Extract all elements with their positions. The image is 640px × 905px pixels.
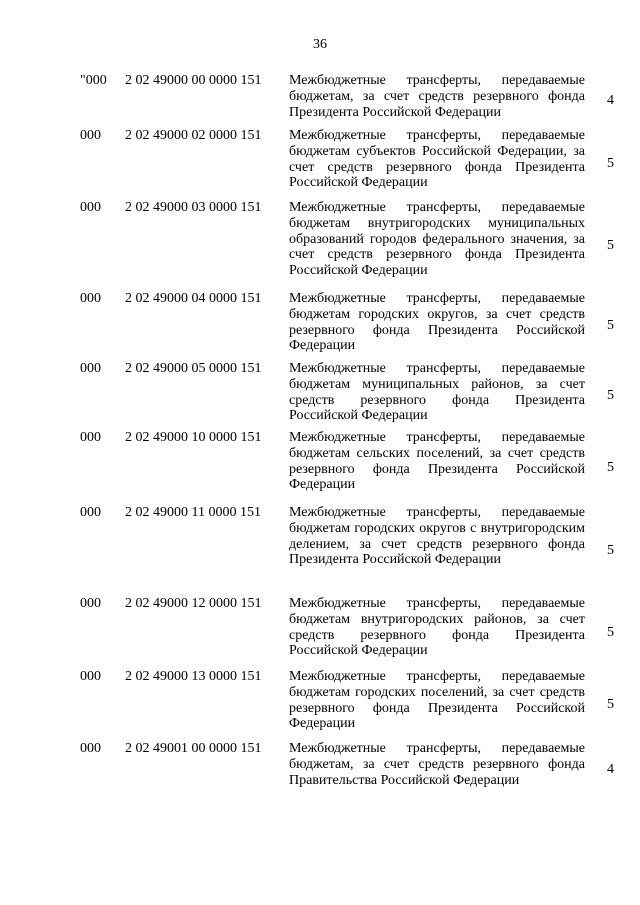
row-value: 5 — [607, 318, 614, 334]
row-description: Межбюджетные трансферты, передаваемые бюджетам городских округов с внутригородским делением, за счет средств резервного фонда Президента Российской Федерации — [289, 505, 585, 568]
row-value: 5 — [607, 624, 614, 640]
admin-code: "000 — [80, 73, 107, 88]
admin-code: 000 — [80, 741, 101, 756]
budget-classification-code: 2 02 49000 00 0000 151 — [125, 73, 262, 88]
admin-code: 000 — [80, 669, 101, 684]
table-row — [0, 505, 640, 596]
budget-classification-code: 2 02 49000 13 0000 151 — [125, 669, 262, 684]
row-value: 5 — [607, 542, 614, 558]
table-row — [0, 741, 640, 799]
admin-code: 000 — [80, 505, 101, 520]
row-description: Межбюджетные трансферты, передаваемые бюджетам городских округов, за счет средств резервного фонда Президента Российской Федерации — [289, 291, 585, 354]
admin-code: 000 — [80, 291, 101, 306]
budget-classification-code: 2 02 49000 03 0000 151 — [125, 200, 262, 215]
table-row — [0, 430, 640, 505]
table-row — [0, 596, 640, 669]
admin-code: 000 — [80, 128, 101, 143]
row-description: Межбюджетные трансферты, передаваемые бюджетам муниципальных районов, за счет средств резервного фонда Президента Российской Федерации — [289, 361, 585, 424]
table-row — [0, 669, 640, 741]
row-value: 5 — [607, 387, 614, 403]
table-row — [0, 128, 640, 200]
row-description: Межбюджетные трансферты, передаваемые бюджетам сельских поселений, за счет средств резервного фонда Президента Российской Федерации — [289, 430, 585, 493]
budget-classification-code: 2 02 49000 11 0000 151 — [125, 505, 261, 520]
row-description: Межбюджетные трансферты, передаваемые бюджетам субъектов Российской Федерации, за счет средств резервного фонда Президента Российской Федерации — [289, 128, 585, 191]
table-row — [0, 291, 640, 361]
admin-code: 000 — [80, 430, 101, 445]
admin-code: 000 — [80, 200, 101, 215]
row-value: 5 — [607, 237, 614, 253]
table-row — [0, 200, 640, 291]
budget-classification-code: 2 02 49000 10 0000 151 — [125, 430, 262, 445]
admin-code: 000 — [80, 361, 101, 376]
budget-classification-code: 2 02 49000 05 0000 151 — [125, 361, 262, 376]
budget-classification-code: 2 02 49000 02 0000 151 — [125, 128, 262, 143]
budget-classification-code: 2 02 49000 12 0000 151 — [125, 596, 262, 611]
row-value: 5 — [607, 697, 614, 713]
row-value: 5 — [607, 459, 614, 475]
row-description: Межбюджетные трансферты, передаваемые бюджетам, за счет средств резервного фонда Правительства Российской Федерации — [289, 741, 585, 788]
row-description: Межбюджетные трансферты, передаваемые бюджетам внутригородских муниципальных образований городов федерального значения, за счет средств резервного фонда Президента Российской Федерации — [289, 200, 585, 279]
budget-classification-code: 2 02 49000 04 0000 151 — [125, 291, 262, 306]
budget-code-table — [0, 73, 640, 799]
row-description: Межбюджетные трансферты, передаваемые бюджетам городских поселений, за счет средств резервного фонда Президента Российской Федерации — [289, 669, 585, 732]
row-value: 4 — [607, 92, 614, 108]
row-description: Межбюджетные трансферты, передаваемые бюджетам, за счет средств резервного фонда Президента Российской Федерации — [289, 73, 585, 120]
row-value: 4 — [607, 762, 614, 778]
admin-code: 000 — [80, 596, 101, 611]
row-value: 5 — [607, 156, 614, 172]
budget-classification-code: 2 02 49001 00 0000 151 — [125, 741, 262, 756]
page-number: 36 — [313, 37, 327, 52]
table-row — [0, 73, 640, 128]
table-row — [0, 361, 640, 430]
row-description: Межбюджетные трансферты, передаваемые бюджетам внутригородских районов, за счет средств резервного фонда Президента Российской Федерации — [289, 596, 585, 659]
